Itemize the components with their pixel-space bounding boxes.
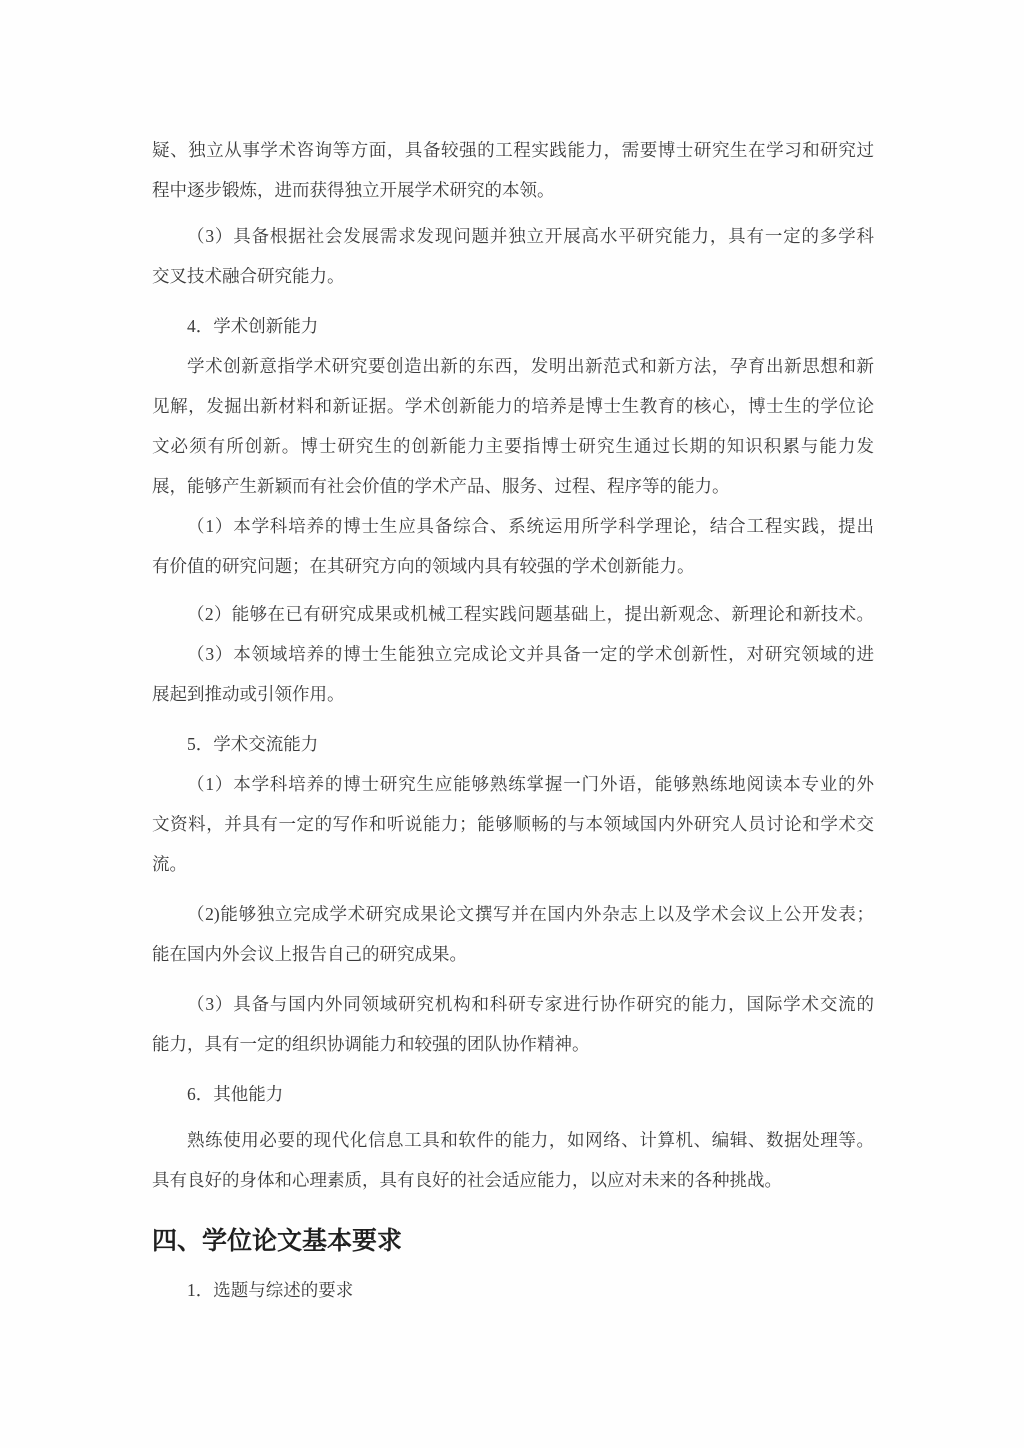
section-heading-dissertation-requirements: 四、学位论文基本要求 — [152, 1227, 403, 1255]
text-line: 疑、独立从事学术咨询等方面，具备较强的工程实践能力，需要博士研究生在学习和研究过 — [152, 140, 874, 160]
text-line: 能在国内外会议上报告自己的研究成果。 — [152, 944, 467, 964]
text-line: （2)能够独立完成学术研究成果论文撰写并在国内外杂志上以及学术会议上公开发表； — [187, 904, 874, 924]
text-line: 有价值的研究问题；在其研究方向的领域内具有较强的学术创新能力。 — [152, 556, 695, 576]
subheading-1-topic-selection: 1．选题与综述的要求 — [187, 1280, 354, 1300]
subheading-6-other-abilities: 6．其他能力 — [187, 1084, 284, 1104]
text-line: 具有良好的身体和心理素质，具有良好的社会适应能力，以应对未来的各种挑战。 — [152, 1170, 782, 1190]
text-line: 熟练使用必要的现代化信息工具和软件的能力，如网络、计算机、编辑、数据处理等。 — [187, 1130, 874, 1150]
text-block — [152, 130, 874, 1310]
text-line: 文资料，并具有一定的写作和听说能力；能够顺畅的与本领域国内外研究人员讨论和学术交 — [152, 814, 874, 834]
text-line: 文必须有所创新。博士研究生的创新能力主要指博士研究生通过长期的知识积累与能力发 — [152, 436, 874, 456]
text-line: （1）本学科培养的博士研究生应能够熟练掌握一门外语，能够熟练地阅读本专业的外 — [187, 774, 874, 794]
text-line: 流。 — [152, 854, 187, 874]
text-line: 展，能够产生新颖而有社会价值的学术产品、服务、过程、程序等的能力。 — [152, 476, 730, 496]
text-line: 学术创新意指学术研究要创造出新的东西，发明出新范式和新方法，孕育出新思想和新 — [187, 356, 874, 376]
subheading-4-academic-innovation: 4．学术创新能力 — [187, 316, 319, 336]
text-line: 交叉技术融合研究能力。 — [152, 266, 345, 286]
subheading-5-academic-exchange: 5．学术交流能力 — [187, 734, 319, 754]
text-line: （2）能够在已有研究成果或机械工程实践问题基础上，提出新观念、新理论和新技术。 — [187, 604, 874, 624]
text-line: 展起到推动或引领作用。 — [152, 684, 345, 704]
text-line: （3）本领域培养的博士生能独立完成论文并具备一定的学术创新性，对研究领域的进 — [187, 644, 874, 664]
text-line: 能力，具有一定的组织协调能力和较强的团队协作精神。 — [152, 1034, 590, 1054]
text-line: （3）具备根据社会发展需求发现问题并独立开展高水平研究能力，具有一定的多学科 — [187, 226, 874, 246]
text-line: 见解，发掘出新材料和新证据。学术创新能力的培养是博士生教育的核心，博士生的学位论 — [152, 396, 874, 416]
text-line: 程中逐步锻炼，进而获得独立开展学术研究的本领。 — [152, 180, 555, 200]
text-line: （3）具备与国内外同领域研究机构和科研专家进行协作研究的能力，国际学术交流的 — [187, 994, 874, 1014]
text-line: （1）本学科培养的博士生应具备综合、系统运用所学科学理论，结合工程实践，提出 — [187, 516, 874, 536]
